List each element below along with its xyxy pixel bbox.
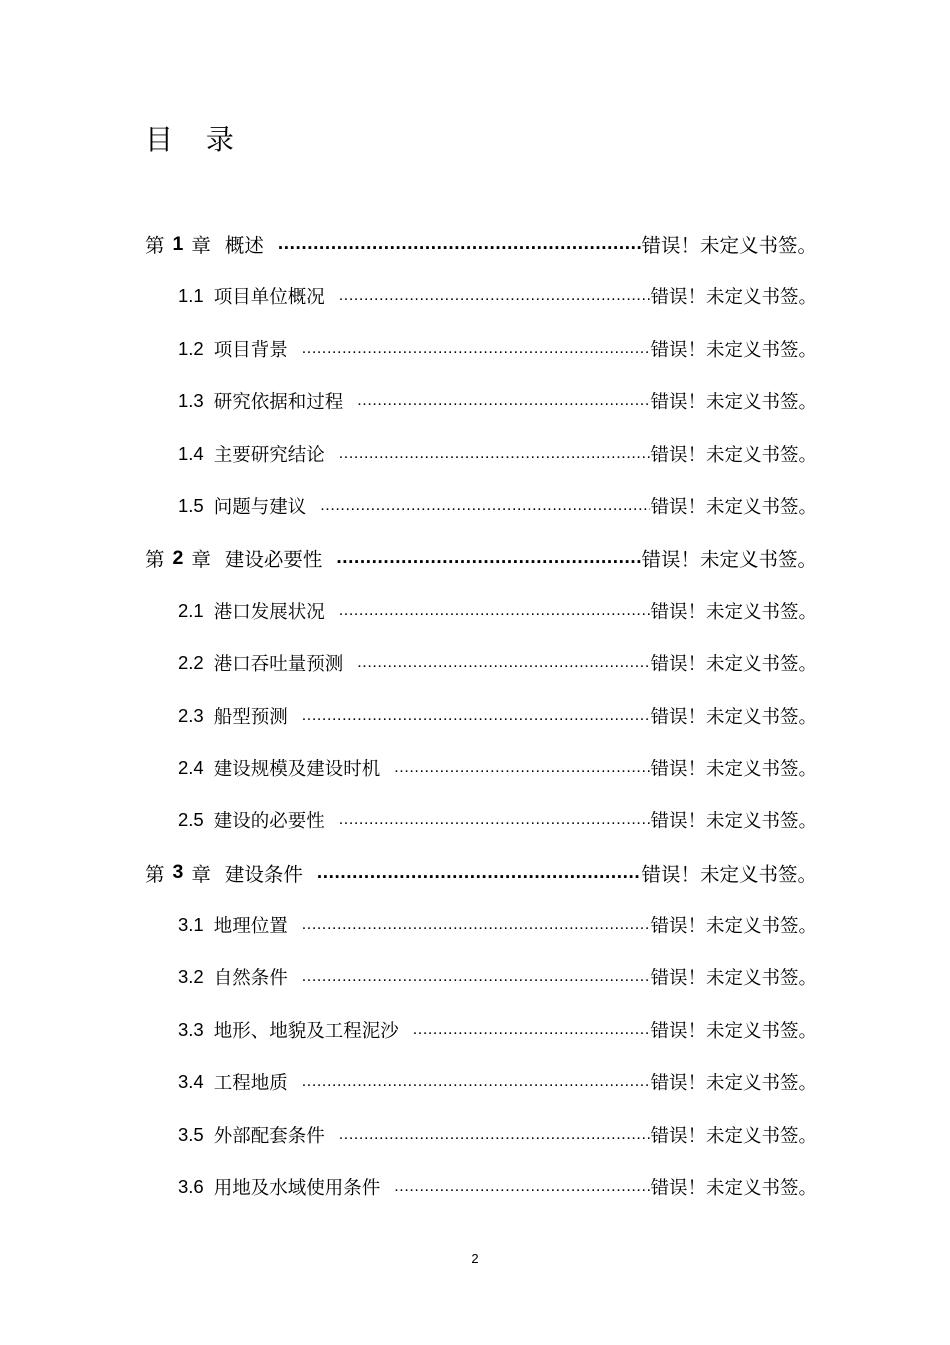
dot-leader — [302, 1073, 651, 1091]
toc-section-entry[interactable] — [0, 745, 950, 797]
chapter-suffix: 章 — [191, 862, 211, 886]
dot-leader — [336, 547, 641, 569]
page-reference: 错误！未定义书签。 — [650, 811, 817, 833]
page-reference: 错误！未定义书签。 — [650, 392, 817, 414]
entry-title: 项目单位概况 — [213, 287, 325, 309]
toc-section-entry[interactable] — [0, 954, 950, 1006]
dot-leader — [317, 862, 642, 884]
entry-title: 港口发展状况 — [213, 601, 325, 623]
section-number: 1.4 — [178, 442, 204, 464]
toc-entry-line — [178, 279, 817, 313]
entry-title: 建设的必要性 — [213, 811, 325, 833]
dot-leader — [339, 445, 651, 463]
page-reference: 错误！未定义书签。 — [650, 654, 817, 676]
section-number: 1.5 — [178, 494, 204, 516]
entry-title: 问题与建议 — [213, 496, 307, 518]
entry-title: 自然条件 — [213, 968, 288, 990]
page-reference: 错误！未定义书签。 — [650, 1020, 817, 1042]
page-reference: 错误！未定义书签。 — [650, 968, 817, 990]
section-number: 2.4 — [178, 756, 204, 778]
toc-section-entry[interactable] — [0, 483, 950, 535]
dot-leader — [357, 654, 650, 672]
page-number: 2 — [471, 1251, 479, 1266]
chapter-suffix: 章 — [191, 548, 211, 572]
entry-title: 研究依据和过程 — [213, 392, 344, 414]
entry-title: 建设规模及建设时机 — [213, 758, 381, 780]
chapter-number: 1 — [172, 232, 184, 255]
dot-leader — [302, 968, 651, 986]
entry-title: 船型预测 — [213, 706, 288, 728]
section-number: 2.1 — [178, 599, 204, 621]
page-reference: 错误！未定义书签。 — [650, 1073, 817, 1095]
section-number: 1.1 — [178, 285, 204, 307]
toc-title: 目 录 — [145, 123, 246, 156]
toc-list — [0, 221, 950, 1216]
page-reference: 错误！未定义书签。 — [641, 234, 817, 257]
dot-leader — [339, 602, 651, 620]
toc-section-entry[interactable] — [0, 902, 950, 954]
toc-entry-line — [178, 437, 817, 471]
entry-title: 地理位置 — [213, 916, 288, 938]
page-reference: 错误！未定义书签。 — [650, 339, 817, 361]
toc-entry-line — [178, 908, 817, 942]
section-number: 3.5 — [178, 1123, 204, 1145]
entry-title: 外部配套条件 — [213, 1125, 325, 1147]
section-number: 3.3 — [178, 1018, 204, 1040]
page-reference: 错误！未定义书签。 — [650, 706, 817, 728]
dot-leader — [278, 233, 642, 255]
chapter-number: 3 — [172, 861, 184, 884]
dot-leader — [302, 916, 651, 934]
toc-section-entry[interactable] — [0, 1059, 950, 1111]
page-reference: 错误！未定义书签。 — [650, 496, 817, 518]
section-number: 1.3 — [178, 390, 204, 412]
section-number: 3.4 — [178, 1071, 204, 1093]
page-reference: 错误！未定义书签。 — [650, 758, 817, 780]
dot-leader — [302, 707, 651, 725]
toc-entry-line — [178, 1118, 817, 1152]
section-number: 2.3 — [178, 704, 204, 726]
toc-section-entry[interactable] — [0, 640, 950, 692]
page-reference: 错误！未定义书签。 — [650, 1125, 817, 1147]
entry-title: 建设条件 — [224, 862, 303, 886]
toc-chapter-entry[interactable] — [0, 535, 950, 587]
entry-title: 建设必要性 — [224, 548, 323, 572]
dot-leader — [394, 1178, 650, 1196]
toc-section-entry[interactable] — [0, 431, 950, 483]
entry-title: 地形、地貌及工程泥沙 — [213, 1020, 399, 1042]
dot-leader — [339, 287, 651, 305]
toc-entry-line — [178, 803, 817, 837]
chapter-prefix: 第 — [145, 862, 165, 886]
entry-title: 概述 — [224, 234, 264, 257]
toc-section-entry[interactable] — [0, 588, 950, 640]
toc-section-entry[interactable] — [0, 273, 950, 325]
page-reference: 错误！未定义书签。 — [641, 548, 817, 572]
toc-entry-line — [178, 646, 817, 680]
dot-leader — [339, 811, 651, 829]
chapter-suffix: 章 — [191, 234, 211, 257]
toc-entry-line — [178, 489, 817, 523]
entry-title: 港口吞吐量预测 — [213, 654, 344, 676]
entry-title: 项目背景 — [213, 339, 288, 361]
toc-entry-line — [178, 384, 817, 418]
toc-section-entry[interactable] — [0, 1112, 950, 1164]
section-number: 1.2 — [178, 337, 204, 359]
toc-entry-line — [178, 751, 817, 785]
dot-leader — [302, 340, 651, 358]
toc-entry-line — [178, 1013, 817, 1047]
toc-entry-line — [178, 1065, 817, 1099]
chapter-prefix: 第 — [145, 234, 165, 257]
page-reference: 错误！未定义书签。 — [650, 287, 817, 309]
page-reference: 错误！未定义书签。 — [650, 444, 817, 466]
chapter-number: 2 — [172, 546, 184, 569]
toc-chapter-entry[interactable] — [0, 850, 950, 902]
dot-leader — [394, 759, 650, 777]
section-number: 2.2 — [178, 652, 204, 674]
toc-section-entry[interactable] — [0, 1164, 950, 1216]
toc-section-entry[interactable] — [0, 797, 950, 849]
page-reference: 错误！未定义书签。 — [650, 1178, 817, 1200]
dot-leader — [413, 1021, 651, 1039]
dot-leader — [339, 1126, 651, 1144]
toc-entry-line — [145, 541, 817, 575]
toc-entry-line — [178, 332, 817, 366]
chapter-prefix: 第 — [145, 548, 165, 572]
entry-title: 用地及水域使用条件 — [213, 1178, 381, 1200]
toc-section-entry[interactable] — [0, 326, 950, 378]
section-number: 3.2 — [178, 966, 204, 988]
toc-chapter-entry[interactable] — [0, 221, 950, 273]
page-reference: 错误！未定义书签。 — [650, 916, 817, 938]
toc-entry-line — [178, 699, 817, 733]
toc-entry-line — [145, 227, 817, 261]
toc-section-entry[interactable] — [0, 693, 950, 745]
page-reference: 错误！未定义书签。 — [650, 601, 817, 623]
toc-section-entry[interactable] — [0, 378, 950, 430]
toc-entry-line — [178, 1170, 817, 1204]
page-reference: 错误！未定义书签。 — [641, 862, 817, 886]
toc-section-entry[interactable] — [0, 1007, 950, 1059]
toc-entry-line — [178, 594, 817, 628]
toc-entry-line — [145, 856, 817, 890]
section-number: 2.5 — [178, 809, 204, 831]
entry-title: 工程地质 — [213, 1073, 288, 1095]
entry-title: 主要研究结论 — [213, 444, 325, 466]
section-number: 3.6 — [178, 1176, 204, 1198]
dot-leader — [357, 392, 650, 410]
dot-leader — [320, 497, 650, 515]
section-number: 3.1 — [178, 914, 204, 936]
toc-entry-line — [178, 960, 817, 994]
